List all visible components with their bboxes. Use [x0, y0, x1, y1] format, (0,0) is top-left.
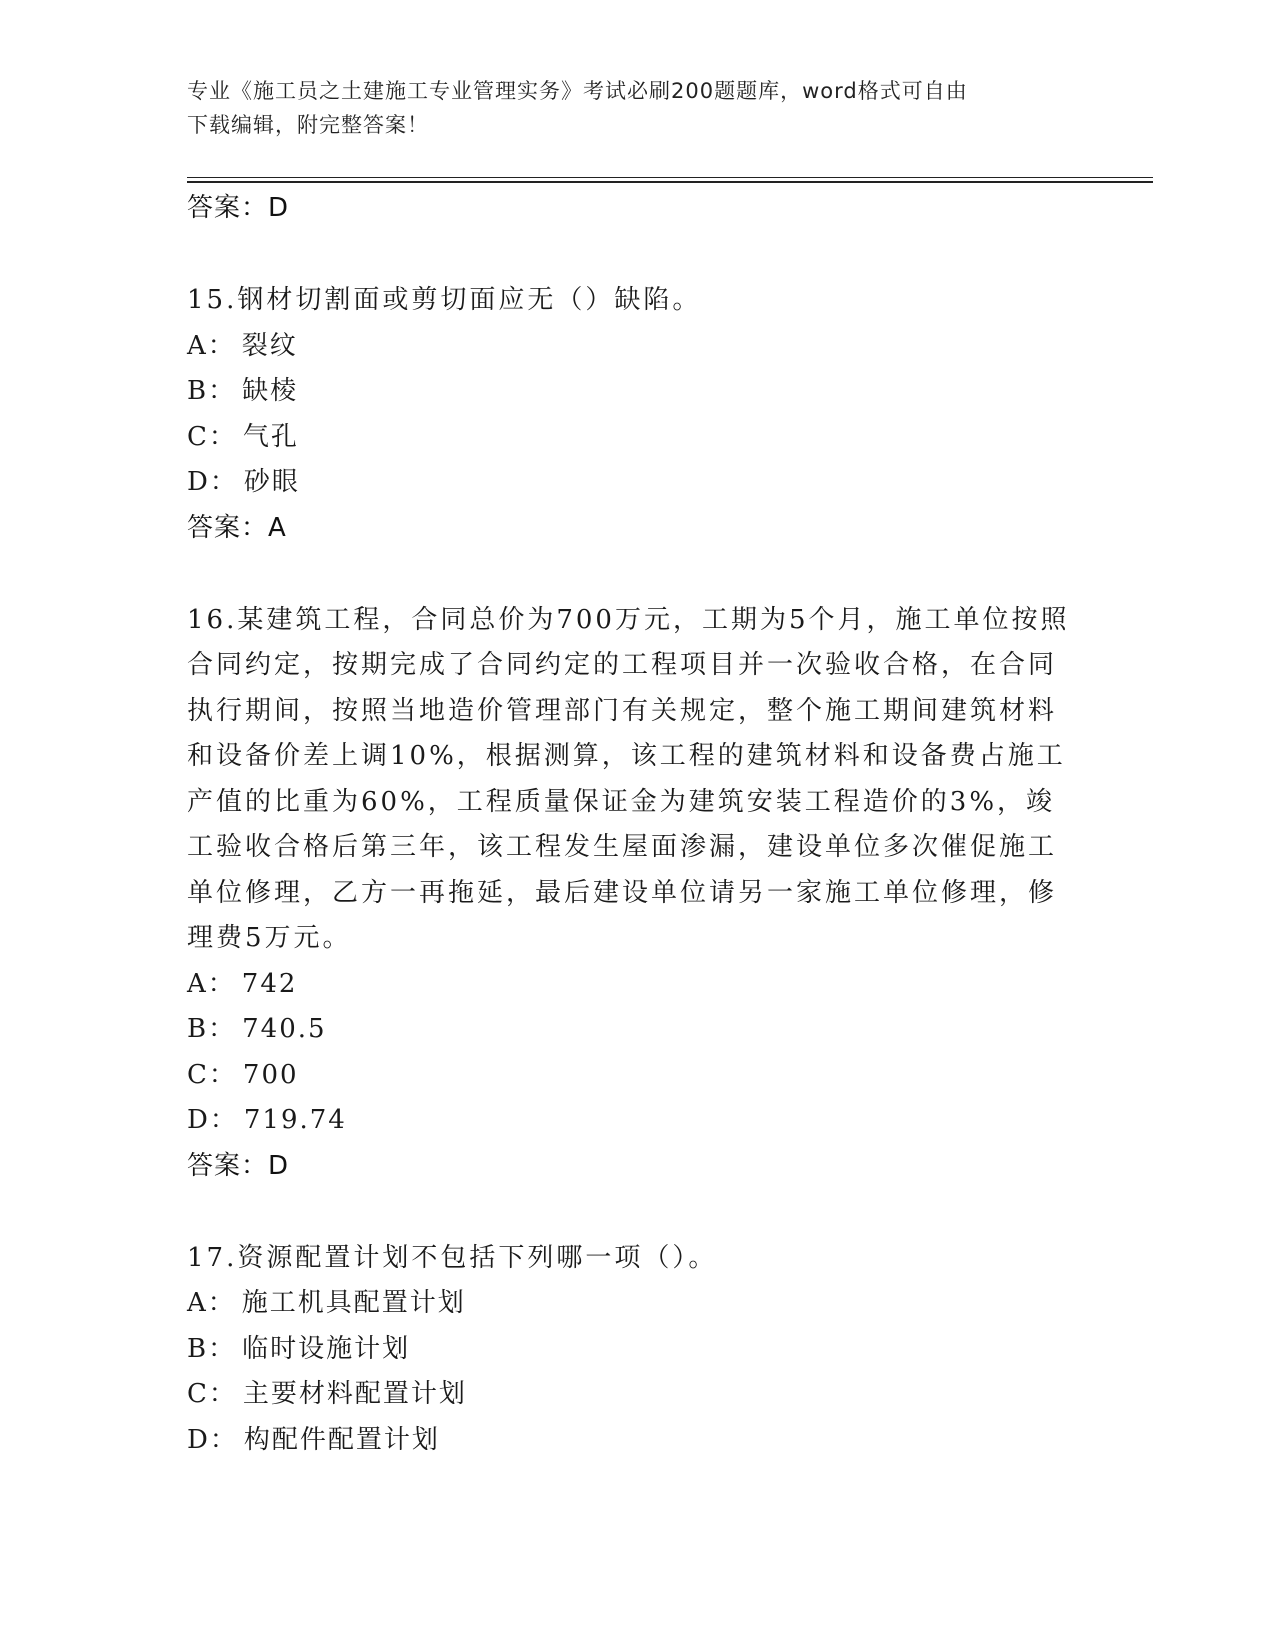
option-text: 裂纹	[241, 330, 298, 361]
option-letter: D：	[187, 467, 238, 497]
option-letter: B：	[187, 376, 237, 406]
option-letter: A：	[187, 330, 236, 361]
option-text: 742	[241, 968, 298, 999]
option-text: 构配件配置计划	[243, 1424, 440, 1455]
option-c	[187, 415, 1087, 461]
option-text: 主要材料配置计划	[242, 1379, 467, 1409]
option-d	[187, 1418, 1087, 1464]
answer-line: 答案：D	[187, 193, 290, 223]
option-c	[187, 1053, 1087, 1099]
option-d	[187, 460, 1087, 506]
answer-line: 答案：D	[187, 1150, 290, 1181]
option-text: 719.74	[243, 1105, 347, 1135]
question-text: 17.资源配置计划不包括下列哪一项（）。	[187, 1242, 718, 1273]
option-text: 缺棱	[242, 376, 299, 406]
answer-line: 答案：A	[187, 512, 287, 543]
option-letter: B：	[187, 1014, 237, 1044]
header-line-1: 专业《施工员之土建施工专业管理实务》考试必刷200题题库，word格式可自由	[187, 79, 968, 103]
option-d	[187, 1098, 1087, 1144]
header-rule-thick	[187, 181, 1153, 183]
option-a	[187, 962, 1087, 1008]
option-text: 740.5	[242, 1014, 327, 1044]
option-text: 施工机具配置计划	[241, 1288, 466, 1318]
header-rule-thin	[187, 177, 1153, 178]
question-block	[187, 598, 1087, 1189]
option-letter: B：	[187, 1333, 237, 1364]
option-b	[187, 1327, 1087, 1373]
option-c	[187, 1372, 1087, 1418]
option-letter: A：	[187, 1288, 236, 1318]
option-letter: D：	[187, 1424, 238, 1455]
option-a	[187, 1281, 1087, 1327]
option-b	[187, 369, 1087, 415]
question-text: 16.某建筑工程，合同总价为700万元，工期为5个月，施工单位按照合同约定，按期完成了合同约定的工程项目并一次验收合格，在合同执行期间，按照当地造价管理部门有关规定，整个施工期间建筑材料和设备价差上调10%，根据测算，该工程的建筑材料和设备费占施工产值的比重为60%，工程质量保证金为建筑安装工程造价的3%，竣工验收合格后第三年，该工程发生屋面渗漏，建设单位多次催促施工单位修理，乙方一再拖延，最后建设单位请另一家施工单位修理，修理费5万元。	[187, 604, 1070, 953]
option-letter: A：	[187, 968, 236, 999]
option-a	[187, 324, 1087, 370]
option-letter: C：	[187, 421, 237, 452]
option-letter: D：	[187, 1105, 238, 1135]
option-text: 700	[242, 1059, 299, 1090]
document-header	[187, 74, 1067, 142]
option-b	[187, 1007, 1087, 1053]
option-text: 气孔	[242, 421, 299, 452]
option-text: 砂眼	[243, 467, 300, 497]
option-letter: C：	[187, 1379, 237, 1409]
question-block	[187, 1236, 1087, 1464]
question-text: 15.钢材切割面或剪切面应无（）缺陷。	[187, 285, 702, 315]
question-block	[187, 278, 1087, 551]
option-text: 临时设施计划	[242, 1333, 411, 1364]
header-line-2: 下载编辑，附完整答案！	[187, 113, 429, 137]
option-letter: C：	[187, 1059, 237, 1090]
question-list	[187, 186, 1087, 1463]
